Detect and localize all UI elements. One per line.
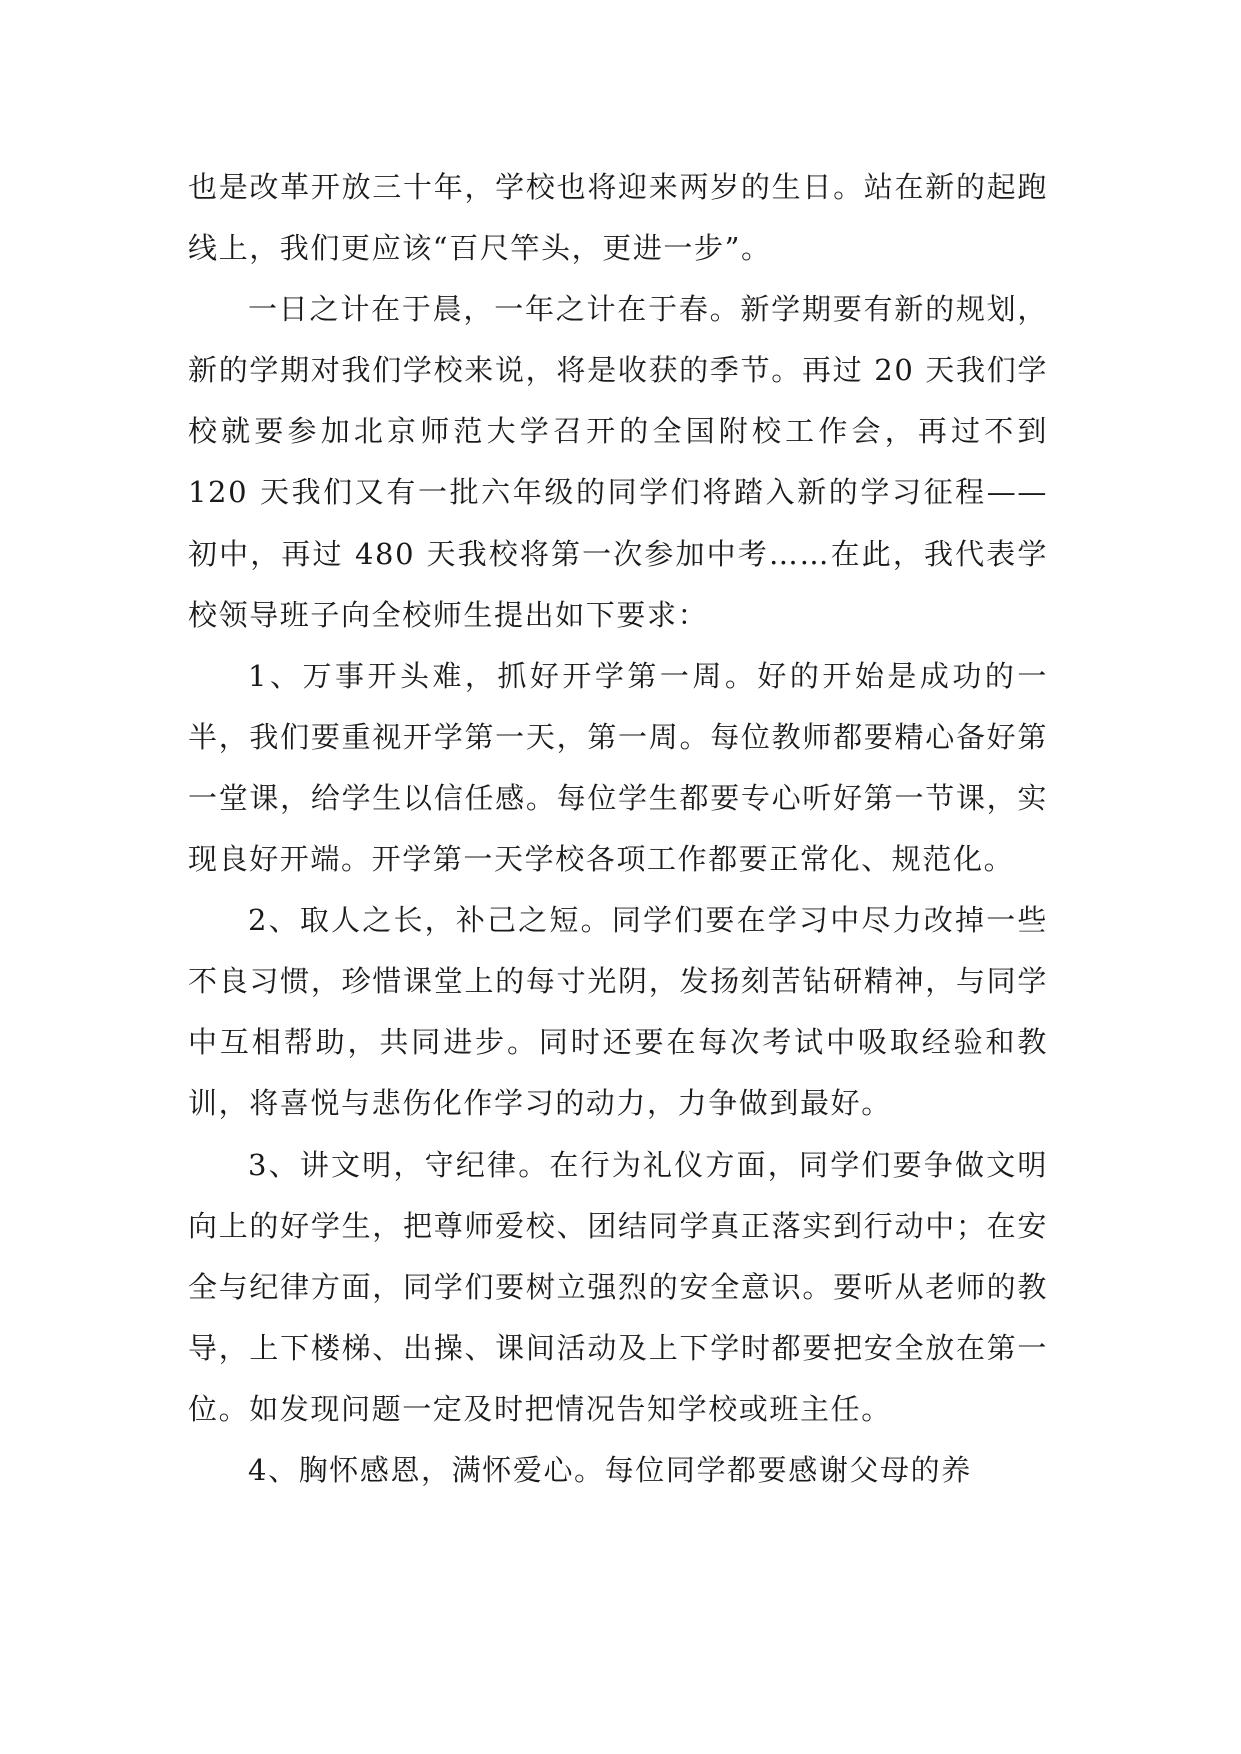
- paragraph-continuation: 也是改革开放三十年，学校也将迎来两岁的生日。站在新的起跑线上，我们更应该“百尺竿头，更进一步”。: [188, 170, 1048, 266]
- paragraph-requirement-1: 1、万事开头难，抓好开学第一周。好的开始是成功的一半，我们要重视开学第一天，第一周。每位教师都要精心备好第一堂课，给学生以信任感。每位学生都要专心听好第一节课，实现良好开端。开学第一天学校各项工作都要正常化、规范化。: [188, 658, 1048, 877]
- paragraph-requirement-2: 2、取人之长，补己之短。同学们要在学习中尽力改掉一些不良习惯，珍惜课堂上的每寸光阴，发扬刻苦钻研精神，与同学中互相帮助，共同进步。同时还要在每次考试中吸取经验和教训，将喜悦与悲伤化作学习的动力，力争做到最好。: [188, 903, 1048, 1121]
- body-text: [188, 157, 1048, 1501]
- paragraph-new-semester: 一日之计在于晨，一年之计在于春。新学期要有新的规划，新的学期对我们学校来说，将是收获的季节。再过 20 天我们学校就要参加北京师范大学召开的全国附校工作会，再过不到 120 天我们又有一批六年级的同学们将踏入新的学习征程——初中，再过 480 天我校将第一次参加中考……在此，我代表学校领导班子向全校师生提出如下要求：: [188, 292, 1048, 632]
- paragraph-requirement-4: 4、胸怀感恩，满怀爱心。每位同学都要感谢父母的养: [248, 1452, 972, 1487]
- paragraph-requirement-3: 3、讲文明，守纪律。在行为礼仪方面，同学们要争做文明向上的好学生，把尊师爱校、团结同学真正落实到行动中；在安全与纪律方面，同学们要树立强烈的安全意识。要听从老师的教导，上下楼梯、出操、课间活动及上下学时都要把安全放在第一位。如发现问题一定及时把情况告知学校或班主任。: [188, 1147, 1048, 1426]
